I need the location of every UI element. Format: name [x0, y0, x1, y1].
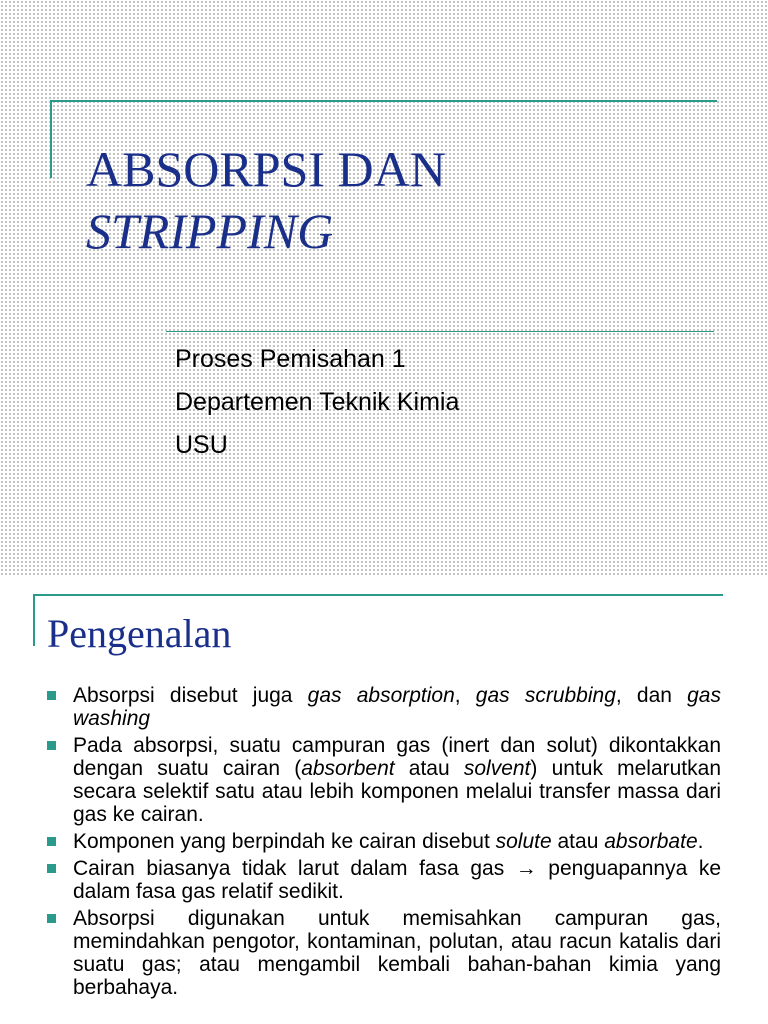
- bullet-item: [0, 907, 768, 999]
- content-accent-vertical-line: [33, 594, 35, 646]
- title-accent-vertical-line: [50, 100, 52, 178]
- subtitle-department: Departemen Teknik Kimia: [175, 388, 460, 416]
- bullet-text: ,: [454, 684, 476, 707]
- bullet-italic-term: solvent: [463, 757, 531, 780]
- bullet-text: Komponen yang berpindah ke cairan disebut: [73, 830, 496, 853]
- square-bullet-icon: [47, 864, 56, 873]
- square-bullet-icon: [47, 741, 56, 750]
- square-bullet-icon: [47, 691, 56, 700]
- bullet-text: , dan: [615, 684, 688, 707]
- subtitle-course: Proses Pemisahan 1: [175, 345, 406, 373]
- bullet-text: atau: [551, 830, 605, 853]
- bullet-italic-term: absorbent: [301, 757, 395, 780]
- slide-subtitle: [175, 338, 459, 467]
- bullet-item: [0, 684, 768, 730]
- bullet-text: Cairan biasanya tidak larut dalam fasa gas → penguapannya ke dalam fasa gas relatif sedikit.: [73, 857, 721, 903]
- bullet-text: .: [697, 830, 704, 853]
- bullet-text: Pada absorpsi, suatu campuran gas (inert dan solut) dikontakkan dengan suatu cairan (: [73, 734, 721, 780]
- slide-title-line2: STRIPPING: [86, 203, 334, 259]
- content-slide-title: Pengenalan: [47, 611, 232, 656]
- subtitle-divider-line: [166, 331, 714, 332]
- bullet-list: [0, 684, 768, 1003]
- bullet-item: [0, 734, 768, 826]
- slide-title-line1: ABSORPSI DAN: [86, 141, 446, 197]
- content-accent-horizontal-line: [33, 594, 723, 596]
- slide-title: [86, 138, 446, 262]
- bullet-italic-term: gas absorption: [307, 684, 455, 707]
- bullet-italic-term: gas scrubbing: [475, 684, 616, 707]
- square-bullet-icon: [47, 837, 56, 846]
- bullet-text: Absorpsi disebut juga: [73, 684, 308, 707]
- bullet-text: atau: [394, 757, 464, 780]
- bullet-item: [0, 830, 768, 853]
- title-accent-horizontal-line: [50, 100, 717, 102]
- bullet-italic-term: gas washing: [73, 684, 721, 730]
- bullet-item: [0, 857, 768, 903]
- square-bullet-icon: [47, 914, 56, 923]
- content-slide: [0, 576, 768, 1024]
- bullet-italic-term: solute: [495, 830, 552, 853]
- bullet-text: ) untuk melarutkan secara selektif satu atau lebih komponen melalui transfer massa dari gas ke cairan.: [73, 757, 722, 826]
- bullet-text: Absorpsi digunakan untuk memisahkan campuran gas, memindahkan pengotor, kontaminan, polutan, atau racun katalis dari suatu gas; atau mengambil kembali bahan-bahan kimia yang berbahaya.: [73, 907, 721, 999]
- subtitle-university: USU: [175, 431, 228, 459]
- bullet-italic-term: absorbate: [604, 830, 698, 853]
